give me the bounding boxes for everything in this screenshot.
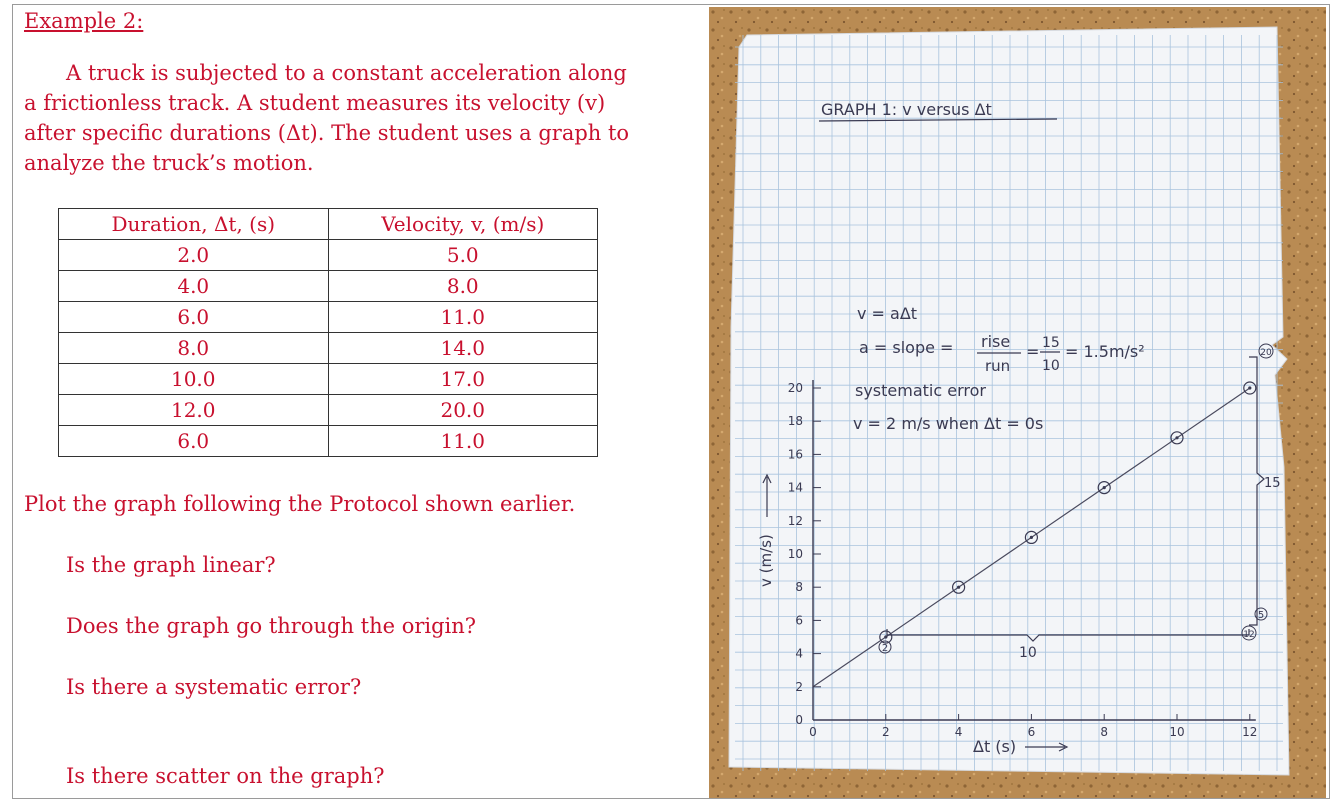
duration-cell: 8.0	[59, 333, 329, 364]
graph-photo	[709, 7, 1326, 798]
data-point-center	[957, 586, 960, 589]
y-tick-label: 12	[787, 513, 803, 528]
formula-text: v = aΔt	[857, 304, 918, 323]
y-tick-label: 2	[795, 679, 803, 694]
intercept-note: v = 2 m/s when Δt = 0s	[853, 414, 1044, 433]
velocity-cell: 14.0	[328, 333, 598, 364]
systematic-error-note: systematic error	[855, 381, 986, 400]
run-label: run	[985, 357, 1011, 375]
data-point-center	[1103, 486, 1106, 489]
duration-cell: 12.0	[59, 395, 329, 426]
velocity-cell: 20.0	[328, 395, 598, 426]
svg-text:2: 2	[881, 643, 889, 654]
x-tick-label: 2	[881, 725, 890, 739]
equals-sign: =	[1026, 342, 1040, 361]
graph-title: GRAPH 1: v versus Δt	[821, 100, 992, 119]
x-tick-label: 8	[1100, 725, 1109, 739]
example-title: Example 2:	[24, 9, 144, 33]
table-row	[59, 271, 598, 302]
question-systematic-error: Is there a systematic error?	[66, 675, 362, 699]
run-brace-label: 10	[1019, 645, 1037, 661]
table-row	[59, 364, 598, 395]
data-point-center	[1175, 436, 1178, 439]
rise-value: 15	[1042, 335, 1060, 351]
x-tick-label: 6	[1027, 725, 1036, 739]
question-origin: Does the graph go through the origin?	[66, 614, 477, 638]
velocity-cell: 5.0	[328, 240, 598, 271]
header-velocity: Velocity, v, (m/s)	[328, 209, 598, 240]
y-tick-label: 10	[787, 547, 803, 561]
y-tick-label: 4	[795, 646, 803, 661]
question-scatter: Is there scatter on the graph?	[66, 764, 385, 788]
y-tick-label: 6	[795, 613, 803, 628]
velocity-cell: 17.0	[328, 364, 598, 395]
question-linear: Is the graph linear?	[66, 553, 276, 577]
svg-text:20: 20	[1260, 348, 1272, 358]
x-tick-label: 4	[954, 725, 963, 739]
y-tick-label: 20	[787, 381, 803, 395]
x-tick-label: 12	[1242, 725, 1258, 739]
y-tick-label: 18	[787, 414, 803, 429]
y-tick-label: 14	[787, 480, 803, 495]
x-tick-label: 0	[809, 725, 817, 739]
data-table	[58, 208, 598, 457]
y-tick-label: 8	[795, 580, 803, 595]
table-row	[59, 426, 598, 457]
run-value: 10	[1042, 358, 1060, 374]
duration-cell: 4.0	[59, 271, 329, 302]
duration-cell: 2.0	[59, 240, 329, 271]
data-point-center	[1248, 386, 1251, 389]
duration-cell: 10.0	[59, 364, 329, 395]
header-duration: Duration, Δt, (s)	[59, 209, 329, 240]
velocity-cell: 8.0	[328, 271, 598, 302]
svg-text:5: 5	[1257, 610, 1265, 621]
duration-cell: 6.0	[59, 302, 329, 333]
velocity-cell: 11.0	[328, 426, 598, 457]
y-axis-label: v (m/s)	[757, 534, 775, 587]
table-row	[59, 240, 598, 271]
data-point-center	[1030, 536, 1033, 539]
table-row	[59, 395, 598, 426]
y-tick-label: 16	[787, 447, 803, 462]
slope-prefix: a = slope =	[859, 338, 954, 357]
graph-photo-svg	[709, 7, 1326, 798]
duration-cell: 6.0	[59, 426, 329, 457]
svg-text:12: 12	[1243, 630, 1255, 640]
table-row	[59, 302, 598, 333]
instruction-text: Plot the graph following the Protocol shown earlier.	[24, 492, 576, 516]
rise-brace-label: 15	[1264, 476, 1281, 491]
slope-result: = 1.5m/s²	[1065, 342, 1145, 361]
table-header-row	[59, 209, 598, 240]
y-tick-label: 0	[795, 713, 803, 727]
velocity-cell: 11.0	[328, 302, 598, 333]
table-row	[59, 333, 598, 364]
rise-label: rise	[981, 332, 1011, 351]
data-point-center	[884, 635, 887, 638]
x-tick-label: 10	[1169, 725, 1185, 739]
intro-paragraph: A truck is subjected to a constant acceleration along a frictionless track. A student measures its velocity (v) after specific durations (Δt). The student uses a graph to analyze the truck’s motion.	[24, 61, 630, 175]
x-axis-label: Δt (s)	[973, 737, 1017, 756]
